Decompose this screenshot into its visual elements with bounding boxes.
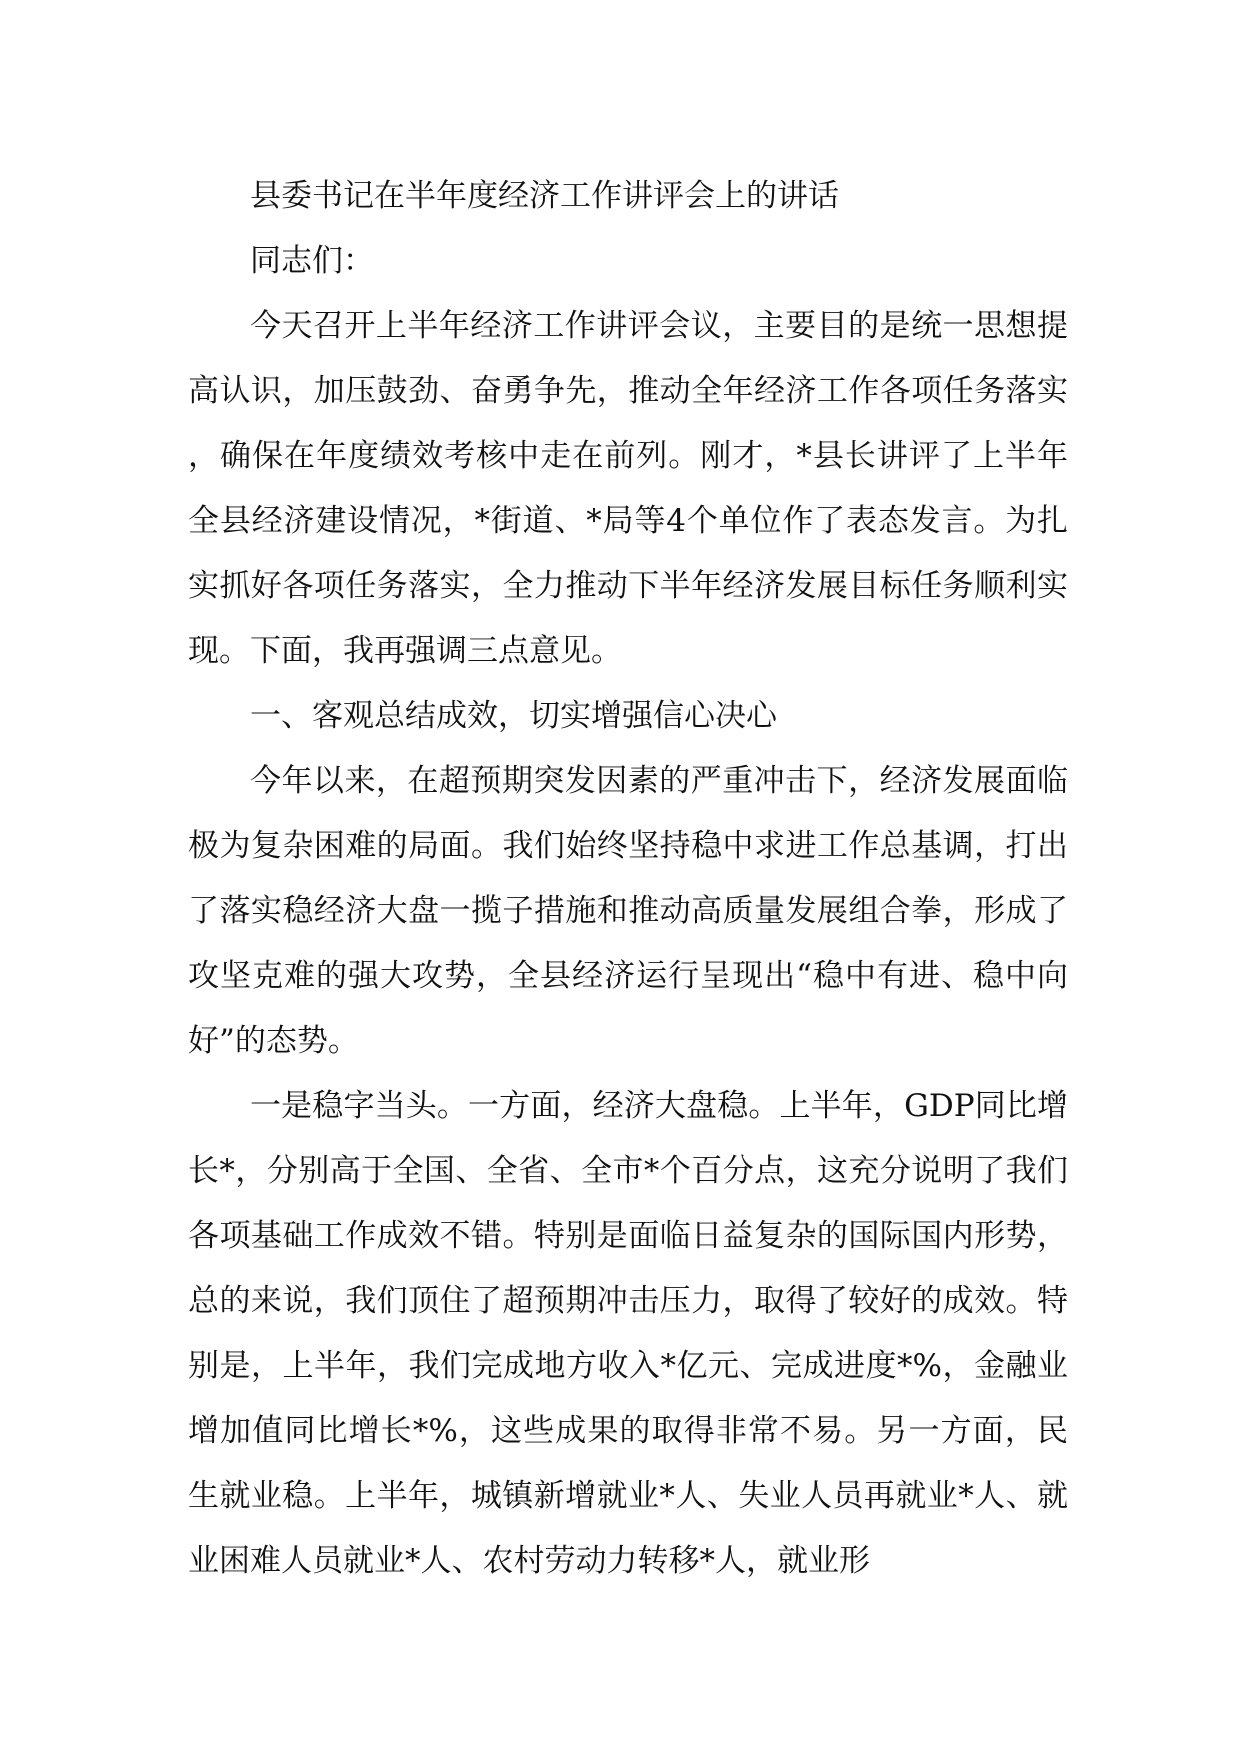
section-heading-1: 一、客观总结成效，切实增强信心决心 <box>250 698 777 734</box>
salutation: 同志们： <box>250 243 374 279</box>
paragraph-opening: 今天召开上半年经济工作讲评会议，主要目的是统一思想提高认识，加压鼓劲、奋勇争先，推动全年经济工作各项任务落实，确保在年度绩效考核中走在前列。刚才，*县长讲评了上半年全县经济建设情况，*街道、*局等4个单位作了表态发言。为扎实抓好各项任务落实，全力推动下半年经济发展目标任务顺利实现。下面，我再强调三点意见。 <box>188 308 1068 669</box>
document-body <box>188 164 1068 1594</box>
paragraph-stability: 一是稳字当头。一方面，经济大盘稳。上半年，GDP同比增长*，分别高于全国、全省、全市*个百分点，这充分说明了我们各项基础工作成效不错。特别是面临日益复杂的国际国内形势，总的来说，我们顶住了超预期冲击压力，取得了较好的成效。特别是，上半年，我们完成地方收入*亿元、完成进度*%，金融业增加值同比增长*%，这些成果的取得非常不易。另一方面，民生就业稳。上半年，城镇新增就业*人、失业人员再就业*人、就业困难人员就业*人、农村劳动力转移*人，就业形 <box>188 1088 1068 1579</box>
paragraph-overview: 今年以来，在超预期突发因素的严重冲击下，经济发展面临极为复杂困难的局面。我们始终坚持稳中求进工作总基调，打出了落实稳经济大盘一揽子措施和推动高质量发展组合拳，形成了攻坚克难的强大攻势，全县经济运行呈现出“稳中有进、稳中向好”的态势。 <box>188 763 1068 1059</box>
document-title: 县委书记在半年度经济工作讲评会上的讲话 <box>250 178 839 214</box>
